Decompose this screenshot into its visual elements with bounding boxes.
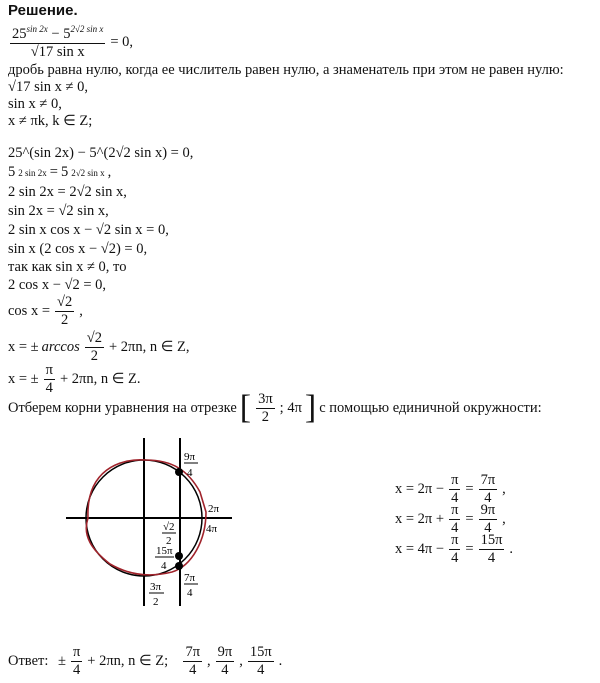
t: 7π bbox=[185, 644, 201, 660]
t: + 2πn, n ∈ Z; bbox=[87, 652, 169, 669]
t: arccos bbox=[41, 338, 80, 355]
step-line: 2 sin 2x = 2√2 sin x, bbox=[8, 184, 127, 200]
answer-line bbox=[8, 644, 282, 678]
t: Ответ: bbox=[8, 652, 49, 669]
t: 3π bbox=[258, 391, 273, 407]
t: [ bbox=[239, 389, 252, 427]
t: cos x = bbox=[8, 302, 51, 319]
t: , bbox=[502, 480, 506, 497]
label-4: 4 bbox=[187, 467, 193, 479]
t: √2 bbox=[57, 294, 73, 310]
t: 4 bbox=[451, 549, 459, 566]
point-9pi-4 bbox=[175, 468, 183, 476]
t: 4 bbox=[487, 549, 496, 566]
t: 2√2 sin x bbox=[71, 167, 105, 178]
cond-line: sin x ≠ 0, bbox=[8, 96, 62, 112]
t: √2 bbox=[86, 330, 102, 346]
t: π bbox=[451, 472, 459, 488]
root-line bbox=[395, 532, 513, 566]
t: π bbox=[451, 532, 459, 548]
label-4: 4 bbox=[187, 587, 193, 599]
label-9pi: 9π bbox=[184, 451, 196, 463]
t: 9π bbox=[217, 644, 233, 660]
t: ± bbox=[58, 652, 66, 669]
step-line: sin 2x = √2 sin x, bbox=[8, 203, 109, 219]
t: 4 bbox=[73, 661, 81, 678]
step-line: sin x (2 cos x − √2) = 0, bbox=[8, 241, 148, 257]
step-line: так как sin x ≠ 0, то bbox=[8, 259, 127, 275]
t: 5 bbox=[8, 164, 16, 180]
t: x = 4π − bbox=[395, 540, 445, 557]
select-line bbox=[8, 391, 542, 425]
t: 9π bbox=[480, 502, 496, 518]
t: π bbox=[451, 502, 459, 518]
main-equation bbox=[8, 24, 133, 60]
label-2: 2 bbox=[153, 596, 159, 608]
label-15pi: 15π bbox=[156, 545, 173, 557]
t: 4 bbox=[189, 661, 197, 678]
label-7pi: 7π bbox=[184, 572, 196, 584]
t: π bbox=[72, 644, 81, 660]
minus: − bbox=[51, 25, 60, 42]
t: Отберем корни уравнения на отрезке bbox=[8, 399, 237, 416]
t: x = ± bbox=[8, 370, 39, 387]
t: ] bbox=[304, 389, 317, 427]
t: 15π bbox=[480, 532, 503, 548]
t: 2 bbox=[90, 347, 98, 364]
t: 2 bbox=[261, 408, 269, 425]
t: 4 bbox=[257, 661, 265, 678]
unit-circle-diagram bbox=[60, 430, 240, 610]
t: , bbox=[502, 510, 506, 527]
t: , bbox=[107, 164, 112, 180]
explanation: дробь равна нулю, когда ее числитель равен нулю, а знаменатель при этом не равен нулю: bbox=[8, 62, 564, 78]
t: 4 bbox=[451, 489, 459, 506]
step-line: 2 cos x − √2 = 0, bbox=[8, 277, 107, 293]
t: x = 2π + bbox=[395, 510, 445, 527]
label-2pi: 2π bbox=[208, 503, 220, 515]
t: . bbox=[278, 652, 283, 669]
t: + 2πn, n ∈ Z, bbox=[108, 338, 190, 355]
label-2: 2 bbox=[166, 535, 172, 547]
cond-line: x ≠ πk, k ∈ Z; bbox=[8, 113, 93, 129]
exp: 2√2 sin x bbox=[70, 24, 104, 34]
point-15pi-4 bbox=[175, 552, 183, 560]
arccos-line bbox=[8, 330, 189, 364]
label-3pi: 3π bbox=[150, 581, 162, 593]
t: , bbox=[207, 652, 211, 669]
title: Решение. bbox=[8, 2, 78, 19]
exp: sin 2x bbox=[26, 24, 48, 34]
step-line: 25^(sin 2x) − 5^(2√2 sin x) = 0, bbox=[8, 145, 194, 161]
t: 4 bbox=[451, 519, 459, 536]
t: 2 bbox=[61, 311, 69, 328]
cos-line bbox=[8, 294, 83, 328]
rhs: = 0, bbox=[110, 33, 134, 50]
t: 4 bbox=[45, 379, 53, 396]
t: 15π bbox=[249, 644, 272, 660]
num-a: 25 bbox=[12, 25, 27, 42]
label-sqrt2: √2 bbox=[163, 521, 175, 533]
t: = bbox=[465, 480, 474, 497]
label-4: 4 bbox=[161, 560, 167, 572]
step-line bbox=[8, 164, 111, 181]
t: + 2πn, n ∈ Z. bbox=[59, 370, 141, 387]
t: π bbox=[45, 362, 53, 378]
t: 5 bbox=[60, 164, 69, 180]
t: . bbox=[509, 540, 514, 557]
t: ; 4π bbox=[279, 399, 302, 416]
t: 4 bbox=[221, 661, 229, 678]
t: 4 bbox=[484, 519, 492, 536]
t: 7π bbox=[480, 472, 496, 488]
t: 2 sin 2x bbox=[18, 167, 47, 178]
num-b: 5 bbox=[63, 25, 71, 42]
t: с помощью единичной окружности: bbox=[319, 399, 542, 416]
t: 4 bbox=[484, 489, 492, 506]
point-7pi-4 bbox=[175, 562, 183, 570]
t: , bbox=[79, 302, 83, 319]
t: = bbox=[49, 164, 58, 180]
t: x = 2π − bbox=[395, 480, 445, 497]
t: x = ± bbox=[8, 338, 39, 355]
label-4pi: 4π bbox=[206, 523, 218, 535]
t: = bbox=[465, 510, 474, 527]
denominator: √17 sin x bbox=[30, 43, 85, 60]
step-line: 2 sin x cos x − √2 sin x = 0, bbox=[8, 222, 169, 238]
t: = bbox=[465, 540, 474, 557]
t: , bbox=[239, 652, 243, 669]
cond-line: √17 sin x ≠ 0, bbox=[8, 79, 88, 95]
